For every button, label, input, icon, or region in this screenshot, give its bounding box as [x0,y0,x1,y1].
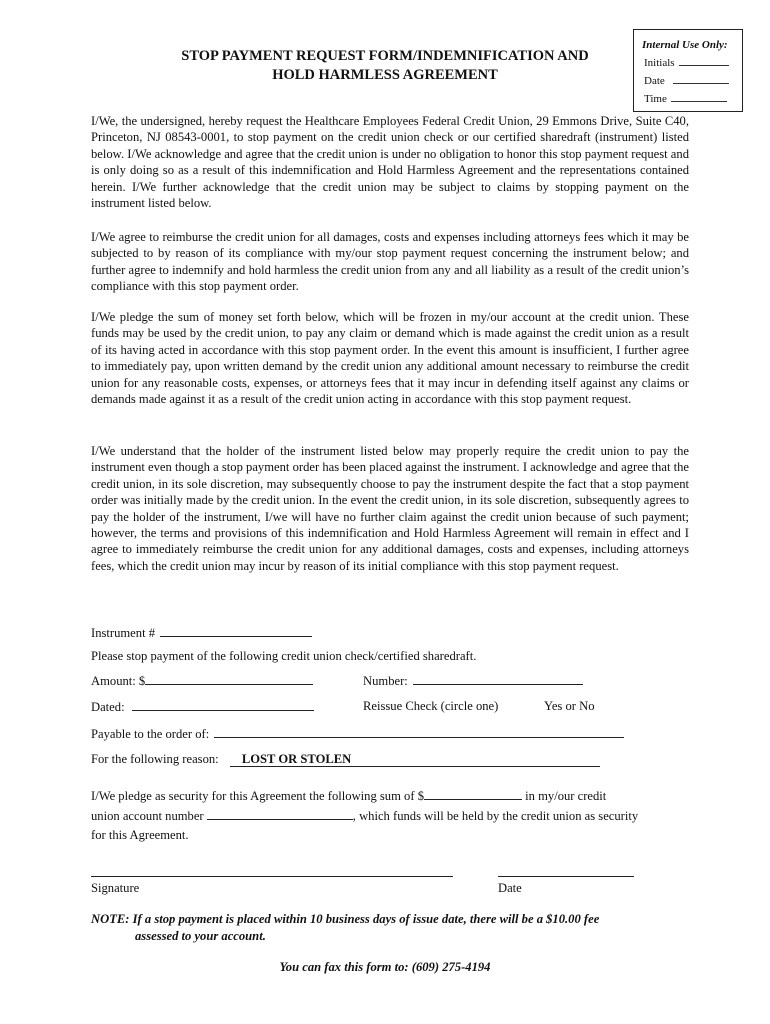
paragraph-request: I/We, the undersigned, hereby request the Healthcare Employees Federal Credit Union, 29 Emmons Drive, Suite C40, Princeton, NJ 08543-0001, to stop payment on the credit union check or our certified sharedraft (instrument) listed below. I/We acknowledge and agree that the credit union is under no obligation to honor this stop payment request and is only doing so as a result of this indemnification and Hold Harmless Agreement and the representations contained herein. I/We further acknowledge that the credit union may be subject to claims by stopping payment on the instrument listed below. [91,114,689,211]
time-row [644,90,727,108]
reason-label: For the following reason: [91,752,219,766]
internal-use-box [633,29,743,112]
dated-field[interactable] [132,698,314,711]
signature-line[interactable] [91,876,453,877]
pledge-amount-field[interactable] [424,787,522,800]
paragraph-understanding: I/We understand that the holder of the instrument listed below may properly require the credit union to pay the instrument even though a stop payment order has been placed against the instrument. I acknowledge and agree that the credit union, in its sole discretion, may subsequently choose to pay the instrument despite the fact that a stop payment order was initially made by the credit union. In the event the credit union, in its sole discretion, subsequently agrees to pay the holder of the instrument, I/we will have no further claim against the credit union because of such payment; however, the terms and provisions of this indemnification and Hold Harmless Agreement will remain in effect and I agree to immediately reimburse the credit union for any additional damages, costs and expenses, including attorneys fees, which the credit union may incur by reason of its initial compliance with this stop payment request. [91,444,689,573]
title-line-2: HOLD HARMLESS AGREEMENT [272,67,498,83]
date-row [644,72,729,90]
internal-date-label: Date [644,75,665,87]
signature-date-line[interactable] [498,876,634,877]
time-blank[interactable] [671,91,727,102]
note-line-2: assessed to your account. [135,929,266,943]
account-label: union account number [91,809,204,823]
paragraph-pledge: I/We pledge the sum of money set forth below, which will be frozen in my/our account at the credit union. These funds may be used by the credit union, to pay any claim or demand which is made against the credit union as a result of its having acted in accordance with this stop payment order. In the event this amount is insufficient, I further agree to immediately pay, upon written demand by the credit union any additional amount necessary to reimburse the credit union for any reasonable costs, expenses, or attorneys fees that it may incur in defending itself against any claims or demands made against it as a result of the credit union acting in accordance with this stop payment request. [91,310,689,407]
pledge-text-2: in my/our credit [525,789,607,803]
note-line-1: NOTE: If a stop payment is placed within 10 business days of issue date, there will be a $10.00 fee [91,912,600,926]
instrument-field[interactable] [160,624,312,637]
signature-label: Signature [91,881,140,895]
pledge-row [91,787,606,804]
pledge-text: I/We pledge as security for this Agreement the following sum of $ [91,789,424,803]
time-label: Time [644,93,667,105]
amount-row [91,672,313,689]
note [91,911,691,945]
signature-date-label: Date [498,881,522,895]
paragraph-reimburse: I/We agree to reimburse the credit union for all damages, costs and expenses including attorneys fees which it may be subjected to by reason of its compliance with my/our stop payment request concerning the instrument below; and further agree to indemnify and hold harmless the credit union from any and all liability as a result of the credit union’s compliance with this stop payment order. [91,230,689,294]
agreement-text: for this Agreement. [91,828,189,842]
dated-label: Dated: [91,700,125,714]
amount-field[interactable] [145,672,313,685]
amount-label: Amount: $ [91,674,146,688]
payable-field[interactable] [214,725,624,738]
account-text: , which funds will be held by the credit union as security [352,809,639,823]
payable-label: Payable to the order of: [91,727,210,741]
account-row [91,807,638,824]
internal-use-heading: Internal Use Only: [642,39,728,51]
reissue-label: Reissue Check (circle one) [363,699,499,713]
number-label: Number: [363,674,408,688]
number-field[interactable] [413,672,583,685]
payable-row [91,725,624,742]
reason-row [91,751,600,767]
initials-label: Initials [644,57,675,69]
stop-payment-text: Please stop payment of the following credit union check/certified sharedraft. [91,649,477,663]
reason-field[interactable]: LOST OR STOLEN [230,752,600,767]
account-number-field[interactable] [207,807,353,820]
reissue-options[interactable]: Yes or No [544,699,595,713]
title-line-1: STOP PAYMENT REQUEST FORM/INDEMNIFICATION AND [181,48,589,64]
initials-row [644,54,729,72]
number-row [363,672,583,689]
internal-date-blank[interactable] [673,73,729,84]
page-title [150,47,620,85]
dated-row [91,698,314,715]
initials-blank[interactable] [679,55,729,66]
instrument-row [91,624,312,641]
instrument-label: Instrument # [91,626,156,640]
fax-info: You can fax this form to: (609) 275-4194 [279,960,491,974]
